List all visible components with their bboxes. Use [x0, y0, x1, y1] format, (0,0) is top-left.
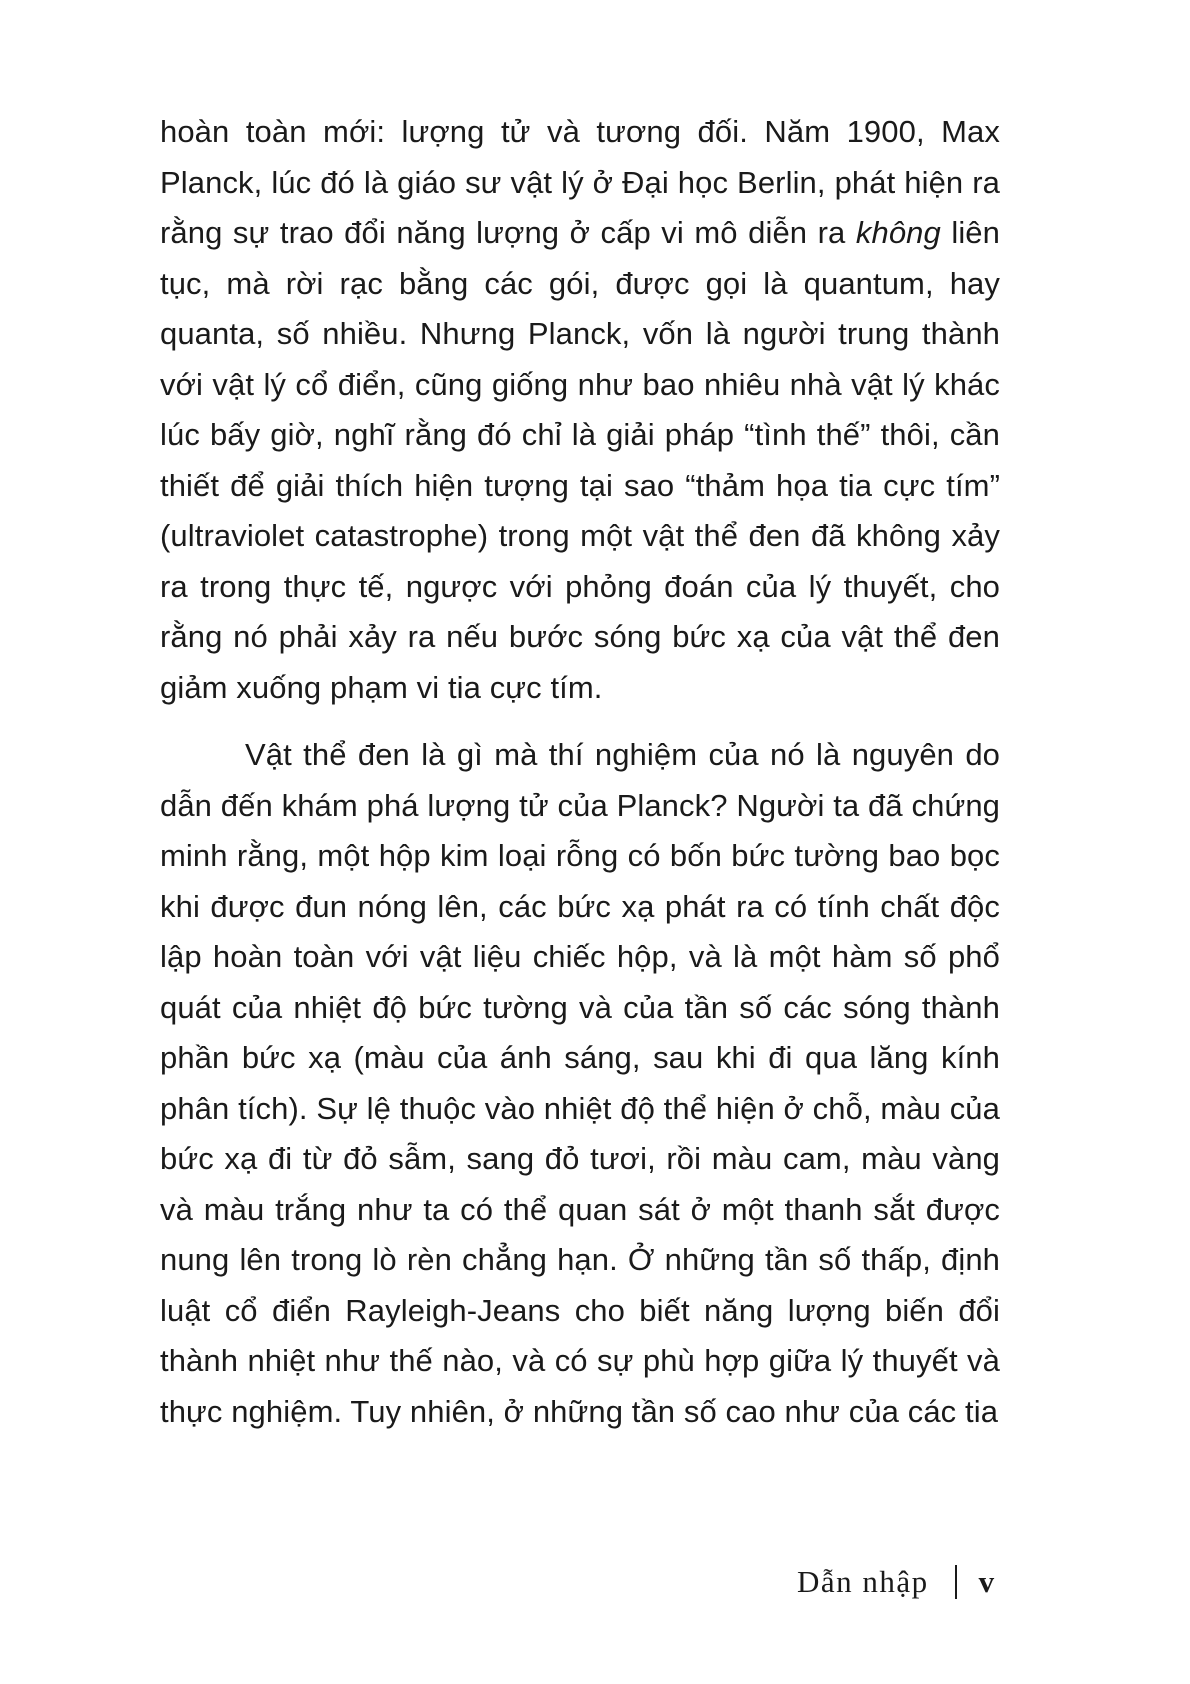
page-number: v — [978, 1564, 996, 1599]
paragraph-1-emphasis: không — [855, 215, 941, 250]
footer-separator — [955, 1565, 957, 1599]
running-footer-section-title: Dẫn nhập — [797, 1564, 929, 1599]
body-paragraph-1 — [160, 107, 1000, 713]
body-paragraph-2: Vật thể đen là gì mà thí nghiệm của nó là nguyên do dẫn đến khám phá lượng tử của Planck? Người ta đã chứng minh rằng, một hộp kim loại rỗng có bốn bức tường bao bọc khi được đun nóng lên, các bức xạ phát ra có tính chất độc lập hoàn toàn với vật liệu chiếc hộp, và là một hàm số phổ quát của nhiệt độ bức tường và của tần số các sóng thành phần bức xạ (màu của ánh sáng, sau khi đi qua lăng kính phân tích). Sự lệ thuộc vào nhiệt độ thể hiện ở chỗ, màu của bức xạ đi từ đỏ sẫm, sang đỏ tươi, rồi màu cam, màu vàng và màu trắng như ta có thể quan sát ở một thanh sắt được nung lên trong lò rèn chẳng hạn. Ở những tần số thấp, định luật cổ điển Rayleigh-Jeans cho biết năng lượng biến đổi thành nhiệt như thế nào, và có sự phù hợp giữa lý thuyết và thực nghiệm. Tuy nhiên, ở những tần số cao như của các tia — [160, 737, 1000, 1429]
paragraph-1-text-start: hoàn toàn mới: lượng tử và tương đối. Năm 1900, Max Planck, lúc đó là giáo sư vật lý ở Đại học Berlin, phát hiện ra rằng sự trao đổi năng lượng ở cấp vi mô diễn ra — [160, 114, 1000, 250]
page-footer — [797, 1562, 996, 1602]
paragraph-1-text-end: liên tục, mà rời rạc bằng các gói, được gọi là quantum, hay quanta, số nhiều. Nhưng Planck, vốn là người trung thành với vật lý cổ điển, cũng giống như bao nhiêu nhà vật lý khác lúc bấy giờ, nghĩ rằng đó chỉ là giải pháp “tình thế” thôi, cần thiết để giải thích hiện tượng tại sao “thảm họa tia cực tím” (ultraviolet catastrophe) trong một vật thể đen đã không xảy ra trong thực tế, ngược với phỏng đoán của lý thuyết, cho rằng nó phải xảy ra nếu bước sóng bức xạ của vật thể đen giảm xuống phạm vi tia cực tím. — [160, 215, 1000, 705]
